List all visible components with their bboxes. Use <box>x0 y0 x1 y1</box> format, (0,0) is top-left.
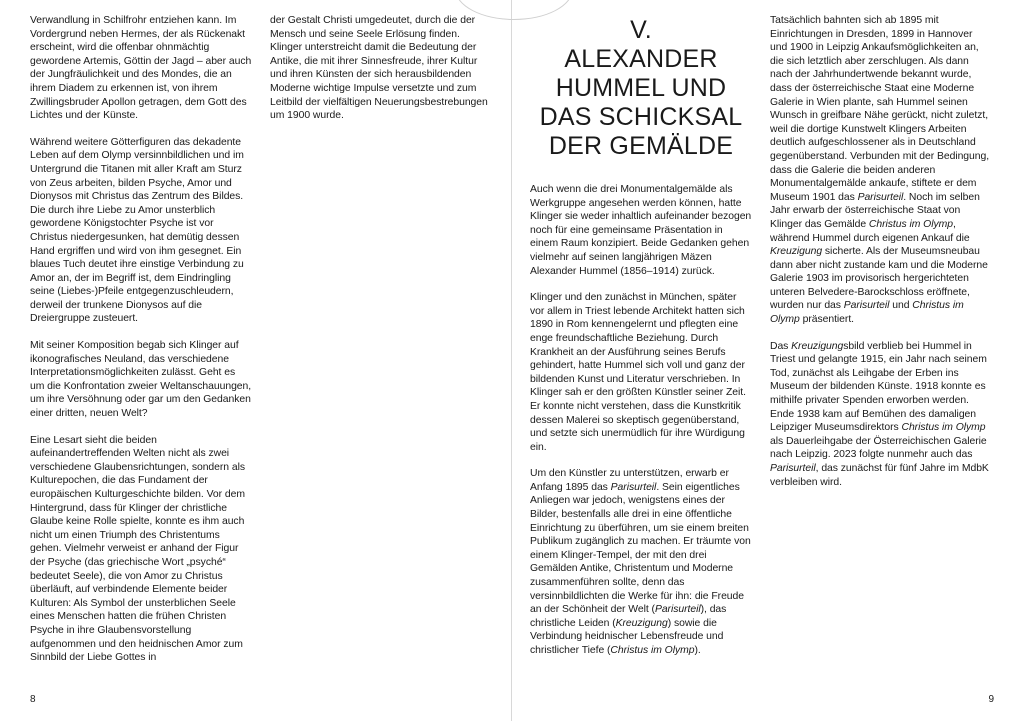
paragraph: Tatsächlich bahnten sich ab 1895 mit Einrichtungen in Dresden, 1899 in Hannover und 1900 in Leipzig Ankaufsmöglichkeiten an, die sich letztlich aber zerschlugen. Als dann nach der Jahrhundertwende bekannt wurde, dass der österreichische Staat eine Moderne Galerie in Wien plante, sah Hummel seinen Wunsch in greifbare Nähe gerückt, nicht zuletzt, weil die dortige Kunstwelt Klingers Arbeiten deutlich aufgeschlossener als in Deutschland gegenüberstand. Verbunden mit der Bedingung, dass die Galerie die beiden anderen Monumentalgemälde ankaufe, stiftete er dem Museum 1901 das Parisurteil. Noch im selben Jahr erwarb der österreichische Staat von Klinger das Gemälde Christus im Olymp, während Hummel durch eigenen Ankauf die Kreuzigung sicherte. Als der Museumsneubau dann aber nicht zustande kam und die Moderne Galerie 1903 im provisorisch hergerichteten unteren Belvedere-Barockschloss eröffnete, wurden nur das Parisurteil und Christus im Olymp präsentiert. <box>770 15 990 326</box>
paragraph: der Gestalt Christi umgedeutet, durch die der Mensch und seine Seele Erlösung finden. Klinger unterstreicht damit die Bedeutung der Antike, die mit ihrer Sinnesfreude, ihrer Kultur und ihren Künsten der sich herausbildenden Moderne wichtige Impulse versetzte und zum Leitbild der vielfältigen Neuerungsbestrebungen um 1900 wurde. <box>270 15 488 122</box>
left-column-2 <box>270 14 492 678</box>
right-page-columns <box>530 14 994 671</box>
page-number-right: 9 <box>988 694 994 705</box>
right-column-2 <box>770 14 992 671</box>
page-number-left: 8 <box>30 694 36 705</box>
chapter-number: V. <box>630 16 652 44</box>
right-page <box>512 0 1024 721</box>
left-column-1 <box>30 14 252 678</box>
paragraph: Eine Lesart sieht die beiden aufeinandertreffenden Welten nicht als zwei verschiedene Glaubensrichtungen, sondern als Kulturepochen, die das Fundament der europäischen Kulturgeschichte bilden. Vor dem Hintergrund, dass für Klinger der christliche Glaube keine Rolle spielte, konnte es ihm auch nicht um einen Triumph des Christentums gehen. Vielmehr verweist er anhand der Figur der Psyche (das griechische Wort „psyché“ bedeutet Seele), die von Amor zu Christus überläuft, auf verbindende Elemente beider Kulturen: Als Symbol der unsterblichen Seele eines Menschen hatten die frühen Christen Psyche in ihre Glaubensvorstellung aufgenommen und den heidnischen Amor zum Sinnbild der Liebe Gottes in <box>30 434 245 664</box>
paragraph: Das Kreuzigungsbild verblieb bei Hummel in Triest und gelangte 1915, ein Jahr nach seinem Tod, zunächst als Leihgabe der Erben ins Museum der bildenden Künste. 1918 konnte es mithilfe privater Spenden erworben werden. Ende 1938 kam auf Bemühen des damaligen Leipziger Museumsdirektors Christus im Olymp als Dauerleihgabe der Österreichischen Galerie nach Leipzig. 2023 folgte nunmehr auch das Parisurteil, das zunächst für fünf Jahre im MdbK verbleiben wird. <box>770 340 989 488</box>
chapter-title-text: ALEXANDER HUMMEL UND DAS SCHICKSAL DER GEMÄLDE <box>539 45 743 160</box>
left-page-columns <box>30 14 494 678</box>
paragraph: Auch wenn die drei Monumentalgemälde als Werkgruppe angesehen werden können, hatte Klinger sie weder inhaltlich aufeinander bezogen noch für eine gemeinsame Präsentation in einem Raum konzipiert. Beide Gedanken gehen vielmehr auf seinen langjährigen Mäzen Alexander Hummel (1856–1914) zurück. <box>530 184 752 277</box>
paragraph: Verwandlung in Schilfrohr entziehen kann. Im Vordergrund neben Hermes, der als Rückenakt erscheint, wird die offenbar ohnmächtig gewordene Artemis, Göttin der Jagd – aber auch der Jungfräulichkeit und des Mondes, die an ihrem Diadem zu erkennen ist, von ihrem Zwillingsbruder Apollon getragen, dem Gott des Lichtes und der Künste. <box>30 15 252 122</box>
paragraph: Mit seiner Komposition begab sich Klinger auf ikonografisches Neuland, das verschiedene Interpretationsmöglichkeiten zulässt. Geht es um die Konfrontation zweier Weltanschauungen, um ihre Versöhnung oder gar um den Gedanken einer dritten, neuen Welt? <box>30 340 252 420</box>
chapter-heading <box>530 16 752 161</box>
paragraph: Um den Künstler zu unterstützen, erwarb er Anfang 1895 das Parisurteil. Sein eigentliches Anliegen war jedoch, wenigstens eines der Bilder, bestenfalls alle drei in eine öffentliche Einrichtung zu überführen, um sie einem breiten Publikum zugänglich zu machen. Er träumte von einem Klinger-Tempel, der mit den drei Gemälden Antike, Christentum und Moderne zusammenführen sollte, denn das versinnbildlichten die Werke für ihn: die Freude an der Schönheit der Welt (Parisurteil), das christliche Leiden (Kreuzigung) sowie die Verbindung heidnischer Lebensfreude und christlicher Tiefe (Christus im Olymp). <box>530 468 751 656</box>
right-column-1 <box>530 14 752 671</box>
paragraph: Klinger und den zunächst in München, später vor allem in Triest lebende Architekt hatten sich 1890 in Rom kennengelernt und pflegten eine enge freundschaftliche Beziehung. Durch Krankheit an der Ausführung seines Berufs gehindert, hatte Hummel sich voll und ganz der bildenden Kunst und Literatur verschrieben. In Klinger sah er den größten Künstler seiner Zeit. Er konnte nicht verstehen, dass die Kunstkritik dessen Malerei so skeptisch gegenüberstand, und setzte sich unermüdlich für ihre Würdigung ein. <box>530 292 746 453</box>
paragraph: Während weitere Götterfiguren das dekadente Leben auf dem Olymp versinnbildlichen und im Untergrund die Titanen mit aller Kraft am Sturz von Zeus arbeiten, bilden Psyche, Amor und Dionysos mit Christus das Zentrum des Bildes. Die durch ihre Liebe zu Amor unsterblich gewordene Königstochter Psyche ist vor Christus niedergesunken, hat demütig dessen Hand ergriffen und wird von ihm gesegnet. Ein blaues Tuch deutet ihre einstige Verbindung zu Amor an, der im Begriff ist, dem Eindringling seine (Liebes-)Pfeile entgegenzuschleudern, derweil der trunkene Dionysos auf die Dreiergruppe zusteuert. <box>30 136 244 325</box>
